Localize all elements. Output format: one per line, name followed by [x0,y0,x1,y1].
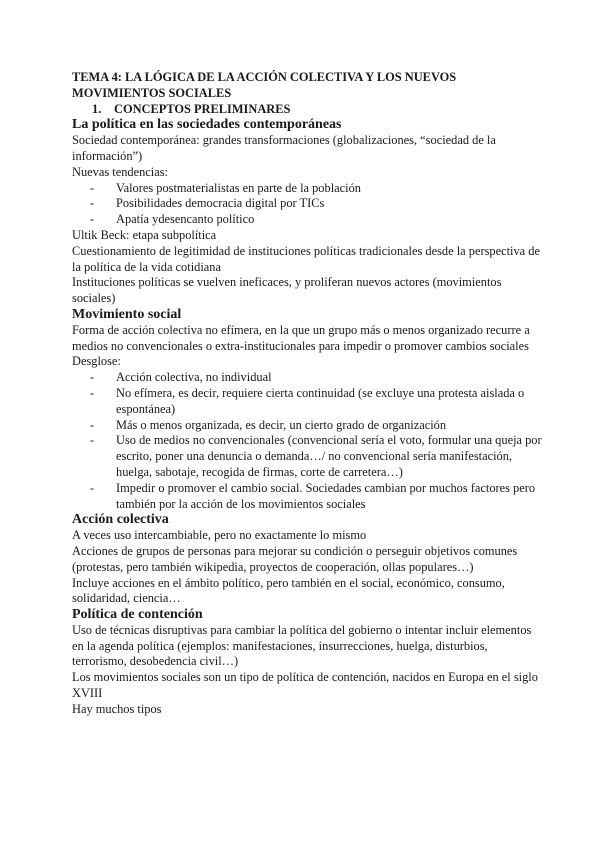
content-section [72,607,542,718]
paragraph: Cuestionamiento de legitimidad de instituciones políticas tradicionales desde la perspectiva de la política de la vida cotidiana [72,243,540,274]
document-body [72,117,542,717]
content-section [72,307,542,512]
paragraph: Instituciones políticas se vuelven ineficaces, y proliferan nuevos actores (movimientos sociales) [72,275,502,306]
paragraph: Incluye acciones en el ámbito político, pero también en el social, económico, consumo, solidaridad, ciencia… [72,575,505,606]
list-item: - No efímera, es decir, requiere cierta continuidad (se excluye una protesta aislada o espontánea) [90,386,542,418]
paragraph: A veces uso intercambiable, pero no exactamente lo mismo [72,528,367,543]
section-label: CONCEPTOS PRELIMINARES [114,101,291,116]
paragraph: Desglose: [72,354,121,369]
list-item: - Uso de medios no convencionales (convencional sería el voto, formular una queja por escrito, poner una denuncia o demanda…/ no convencional sería manifestación, huelga, sabotaje, recogida de firmas, corte de carretera…) [90,433,542,480]
document-title: TEMA 4: LA LÓGICA DE LA ACCIÓN COLECTIVA Y LOS NUEVOS MOVIMIENTOS SOCIALES [72,70,457,100]
paragraph: Sociedad contemporánea: grandes transformaciones (globalizaciones, “sociedad de la información”) [72,133,496,163]
paragraph: Nuevas tendencias: [72,164,168,179]
list-item: - Impedir o promover el cambio social. Sociedades cambian por muchos factores pero también por la acción de los movimientos sociales [90,481,542,513]
section-heading [72,102,542,118]
document-page [72,70,542,718]
list-item: - Apatía ydesencanto político [90,212,542,228]
paragraph: Uso de técnicas disruptivas para cambiar la política del gobierno o intentar incluir elementos en la agenda política (ejemplos: manifestaciones, insurrecciones, huelga, disturbios, terrorismo, desobedencia civil…) [72,622,532,669]
paragraph: Forma de acción colectiva no efímera, en la que un grupo más o menos organizado recurre a medios no convencionales o extra-institucionales para impedir o promover cambios sociales [72,322,530,353]
list-item: - Acción colectiva, no individual [90,370,542,386]
section-number: 1. [92,101,102,116]
list-item: - Valores postmaterialistas en parte de la población [90,181,542,197]
content-section [72,117,542,307]
subsection-heading: Movimiento social [72,306,182,322]
list-item: - Posibilidades democracia digital por TICs [90,196,542,212]
subsection-heading: La política en las sociedades contemporáneas [72,117,342,133]
dash-list [72,181,542,228]
dash-list [72,370,542,512]
subsection-heading: Política de contención [72,607,203,623]
content-section [72,512,542,607]
paragraph: Acciones de grupos de personas para mejorar su condición o perseguir objetivos comunes (protestas, pero también wikipedia, proyectos de cooperación, ollas populares…) [72,543,518,574]
list-item: - Más o menos organizada, es decir, un cierto grado de organización [90,418,542,434]
paragraph: Hay muchos tipos [72,701,162,716]
paragraph: Ultik Beck: etapa subpolítica [72,227,217,242]
subsection-heading: Acción colectiva [72,512,169,528]
paragraph: Los movimientos sociales son un tipo de política de contención, nacidos en Europa en el siglo XVIII [72,670,538,701]
